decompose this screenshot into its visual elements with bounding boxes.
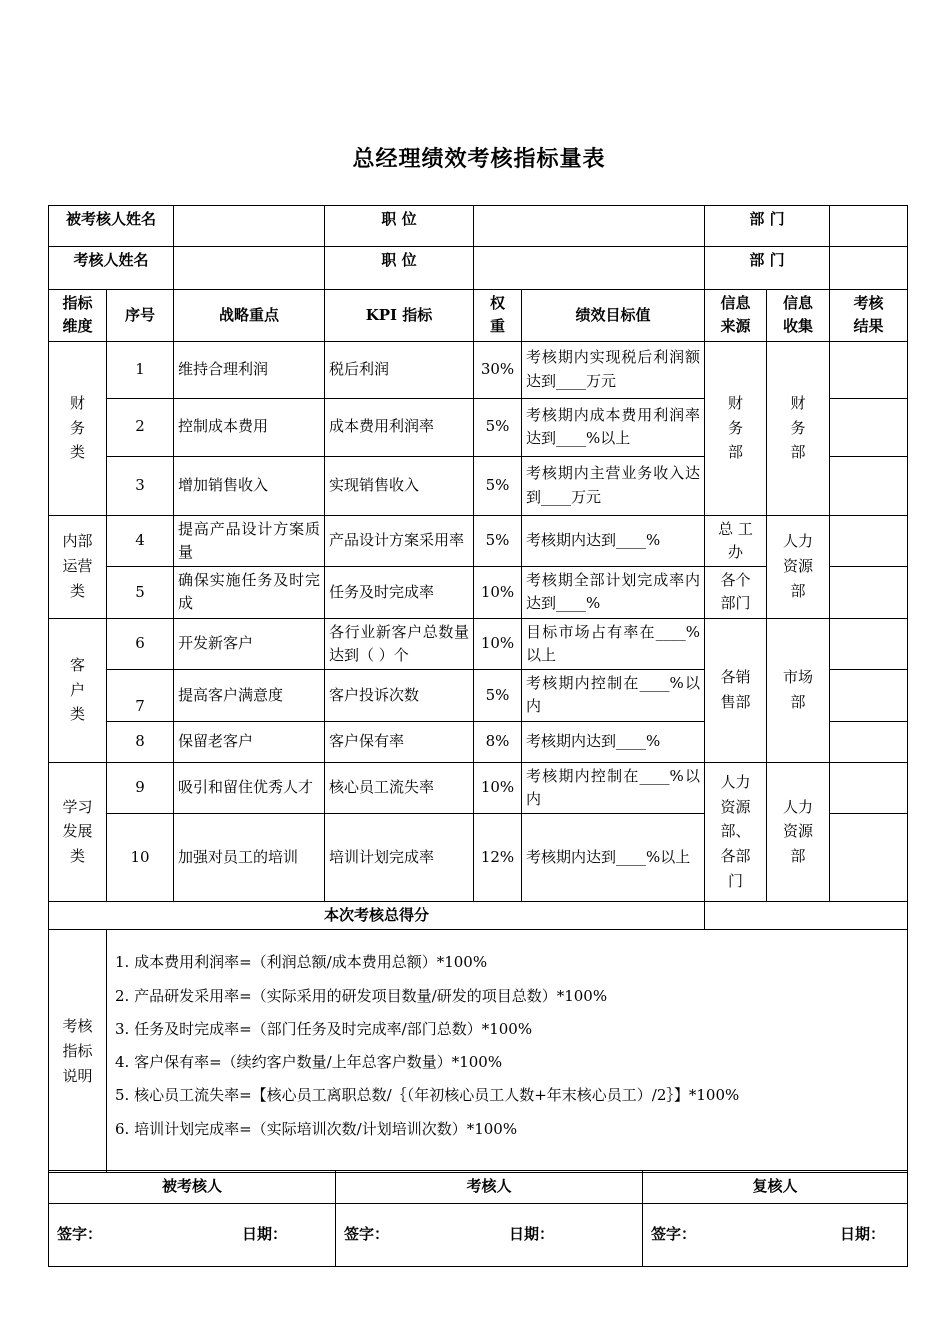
note-item: 4. 客户保有率=（续约客户数量/上年总客户数量）*100%	[115, 1053, 503, 1071]
dept-label-2: 部 门	[705, 247, 830, 290]
row-strategy: 控制成本费用	[174, 398, 325, 456]
row-seq: 3	[107, 456, 174, 515]
table-row	[49, 618, 908, 670]
row-weight: 5%	[474, 398, 522, 456]
row-kpi: 成本费用利润率	[325, 398, 474, 456]
row-seq: 1	[107, 341, 174, 398]
total-score-field[interactable]	[705, 902, 908, 930]
collect-hr: 人力 资源 部	[767, 515, 830, 618]
table-row	[49, 515, 908, 567]
signoff-header-row	[49, 1171, 908, 1204]
row-weight: 10%	[474, 567, 522, 619]
row-strategy: 提高产品设计方案质量	[174, 515, 325, 567]
row-kpi: 实现销售收入	[325, 456, 474, 515]
col-target: 绩效目标值	[522, 290, 705, 342]
signoff-reviewer: 复核人	[643, 1171, 908, 1204]
assessee-dept-field[interactable]	[830, 206, 908, 247]
row-weight: 30%	[474, 341, 522, 398]
col-collect: 信息 收集	[767, 290, 830, 342]
row-kpi: 客户投诉次数	[325, 670, 474, 722]
row-kpi: 核心员工流失率	[325, 762, 474, 814]
row-target: 考核期内达到____%	[522, 515, 705, 567]
assessor-sign-cell[interactable]	[336, 1204, 643, 1267]
row-kpi: 培训计划完成率	[325, 814, 474, 902]
row-kpi: 客户保有率	[325, 721, 474, 762]
sign-label: 签字：	[57, 1225, 103, 1244]
notes-list	[107, 930, 908, 1173]
result-cell[interactable]	[830, 398, 908, 456]
result-cell[interactable]	[830, 814, 908, 902]
col-result: 考核 结果	[830, 290, 908, 342]
sign-label: 签字：	[344, 1225, 390, 1244]
assessor-dept-field[interactable]	[830, 247, 908, 290]
row-strategy: 增加销售收入	[174, 456, 325, 515]
dept-label: 部 门	[705, 206, 830, 247]
source-sales: 各销 售部	[705, 618, 767, 762]
row-target: 考核期全部计划完成率内达到____%	[522, 567, 705, 619]
row-weight: 8%	[474, 721, 522, 762]
row-seq: 2	[107, 398, 174, 456]
row-weight: 10%	[474, 762, 522, 814]
assessor-name-field[interactable]	[174, 247, 325, 290]
col-dimension: 指标 维度	[49, 290, 107, 342]
row-target: 考核期内达到____%以上	[522, 814, 705, 902]
result-cell[interactable]	[830, 721, 908, 762]
row-strategy: 开发新客户	[174, 618, 325, 670]
row-seq: 5	[107, 567, 174, 619]
group-customer: 客 户 类	[49, 618, 107, 762]
row-seq: 10	[107, 814, 174, 902]
row-strategy: 确保实施任务及时完成	[174, 567, 325, 619]
page-title: 总经理绩效考核指标量表	[352, 146, 606, 172]
row-target: 考核期内实现税后利润额达到____万元	[522, 341, 705, 398]
assessee-sign-cell[interactable]	[49, 1204, 336, 1267]
table-row	[49, 762, 908, 814]
col-source: 信息 来源	[705, 290, 767, 342]
row-kpi: 产品设计方案采用率	[325, 515, 474, 567]
note-item: 3. 任务及时完成率=（部门任务及时完成率/部门总数）*100%	[115, 1019, 533, 1038]
row-kpi: 任务及时完成率	[325, 567, 474, 619]
col-strategy: 战略重点	[174, 290, 325, 342]
note-item: 1. 成本费用利润率=（利润总额/成本费用总额）*100%	[115, 953, 488, 972]
row-strategy: 维持合理利润	[174, 341, 325, 398]
assessee-name-label: 被考核人姓名	[49, 206, 174, 247]
row-target: 考核期内达到____%	[522, 721, 705, 762]
column-header-row	[49, 290, 908, 342]
row-target: 目标市场占有率在____%以上	[522, 618, 705, 670]
notes-row	[49, 930, 908, 1173]
row-seq: 4	[107, 515, 174, 567]
row-strategy: 吸引和留住优秀人才	[174, 762, 325, 814]
date-label: 日期：	[839, 1225, 885, 1244]
total-label: 本次考核总得分	[49, 902, 705, 930]
row-target: 考核期内主营业务收入达到____万元	[522, 456, 705, 515]
row-seq: 6	[107, 618, 174, 670]
date-label: 日期：	[508, 1225, 554, 1244]
assessor-info-row	[49, 247, 908, 290]
col-weight: 权 重	[474, 290, 522, 342]
group-finance: 财 务 类	[49, 341, 107, 515]
row-seq: 8	[107, 721, 174, 762]
row-kpi: 各行业新客户总数量达到（ ）个	[325, 618, 474, 670]
note-item: 6. 培训计划完成率=（实际培训次数/计划培训次数）*100%	[115, 1119, 518, 1138]
result-cell[interactable]	[830, 762, 908, 814]
row-target: 考核期内成本费用利润率达到____%以上	[522, 398, 705, 456]
reviewer-sign-cell[interactable]	[643, 1204, 908, 1267]
signoff-table	[48, 1170, 908, 1267]
position-label-2: 职 位	[325, 247, 474, 290]
result-cell[interactable]	[830, 567, 908, 619]
row-weight: 12%	[474, 814, 522, 902]
assessee-name-field[interactable]	[174, 206, 325, 247]
signoff-row	[49, 1204, 908, 1267]
col-kpi: KPI 指标	[325, 290, 474, 342]
result-cell[interactable]	[830, 341, 908, 398]
sign-label: 签字：	[651, 1225, 697, 1244]
row-weight: 10%	[474, 618, 522, 670]
row-weight: 5%	[474, 515, 522, 567]
assessor-name-label: 考核人姓名	[49, 247, 174, 290]
row-target: 考核期内控制在____%以内	[522, 670, 705, 722]
result-cell[interactable]	[830, 456, 908, 515]
group-learning: 学习 发展 类	[49, 762, 107, 902]
row-weight: 5%	[474, 456, 522, 515]
source-zongban: 总 工 办	[705, 515, 767, 567]
collect-finance: 财 务 部	[767, 341, 830, 515]
signoff-assessee: 被考核人	[49, 1171, 336, 1204]
row-kpi: 税后利润	[325, 341, 474, 398]
collect-market: 市场 部	[767, 618, 830, 762]
result-cell[interactable]	[830, 670, 908, 722]
row-seq: 7	[107, 670, 174, 722]
source-learning: 人力 资源 部、 各部 门	[705, 762, 767, 902]
table-row	[49, 341, 908, 398]
row-weight: 5%	[474, 670, 522, 722]
row-strategy: 保留老客户	[174, 721, 325, 762]
source-finance: 财 务 部	[705, 341, 767, 515]
row-strategy: 加强对员工的培训	[174, 814, 325, 902]
note-item: 5. 核心员工流失率=【核心员工离职总数/｛（年初核心员工人数+年末核心员工）/2｝】*100%	[115, 1086, 740, 1105]
kpi-table	[48, 205, 908, 1173]
row-seq: 9	[107, 762, 174, 814]
notes-label: 考核 指标 说明	[49, 930, 107, 1173]
date-label: 日期：	[241, 1225, 287, 1244]
assessor-position-field[interactable]	[474, 247, 705, 290]
row-target: 考核期内控制在____%以内	[522, 762, 705, 814]
note-item: 2. 产品研发采用率=（实际采用的研发项目数量/研发的项目总数）*100%	[115, 986, 608, 1005]
position-label: 职 位	[325, 206, 474, 247]
assessee-info-row	[49, 206, 908, 247]
total-row	[49, 902, 908, 930]
result-cell[interactable]	[830, 618, 908, 670]
signoff-assessor: 考核人	[336, 1171, 643, 1204]
collect-learning: 人力 资源 部	[767, 762, 830, 902]
assessee-position-field[interactable]	[474, 206, 705, 247]
result-cell[interactable]	[830, 515, 908, 567]
source-gebumen: 各个 部门	[705, 567, 767, 619]
row-strategy: 提高客户满意度	[174, 670, 325, 722]
group-ops: 内部 运营 类	[49, 515, 107, 618]
col-seq: 序号	[107, 290, 174, 342]
